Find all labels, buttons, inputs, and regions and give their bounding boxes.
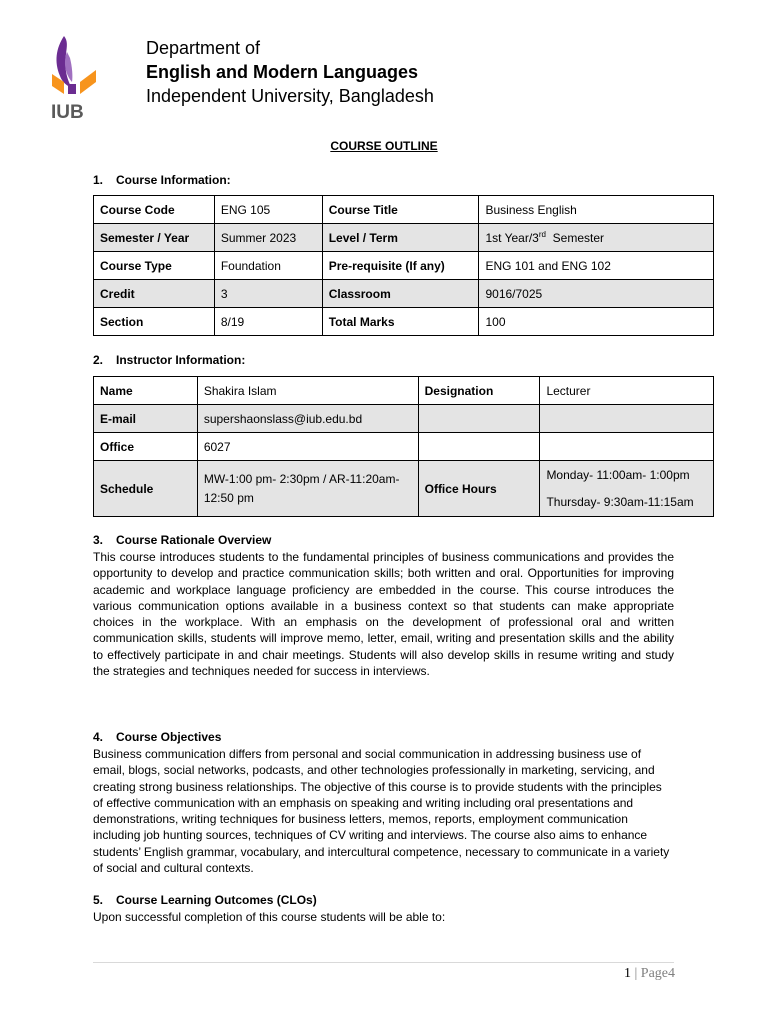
- classroom-label: Classroom: [322, 280, 479, 308]
- level-term-label: Level / Term: [322, 224, 479, 252]
- objectives-paragraph: Business communication differs from personal and social communication in addressing business use of email, blogs, social networks, podcasts, and other technologies professionally in marketing, servicing, and creating strong business relationships. The objective of this course is to provide students with the principles of effective communication with an emphasis on speaking and writing including oral presentations and demonstrations, writing techniques for business letters, memos, reports, employment communication including job hunting sources, techniques of CV writing and interviews. The course also aims to enhance students’ English grammar, vocabulary, and intercultural competence, necessary to communicate in a variety of social and cultural contexts.: [93, 747, 670, 876]
- instructor-info-table: [93, 376, 714, 517]
- iub-flame-icon: [50, 32, 106, 124]
- table-row: [94, 433, 714, 461]
- prerequisite-value: ENG 101 and ENG 102: [479, 252, 714, 280]
- section-3-heading: 3. Course Rationale Overview: [93, 533, 272, 547]
- email-label: E-mail: [94, 405, 198, 433]
- section-2-heading: 2. Instructor Information:: [93, 353, 246, 367]
- email-value: supershaonslass@iub.edu.bd: [197, 405, 418, 433]
- table-row: [94, 224, 714, 252]
- schedule-value: MW-1:00 pm- 2:30pm / AR-11:20am- 12:50 pm: [197, 461, 418, 517]
- dept-line-1: Department of: [146, 38, 261, 58]
- classroom-value: 9016/7025: [479, 280, 714, 308]
- svg-text:IUB: IUB: [51, 102, 84, 123]
- semester-year-label: Semester / Year: [94, 224, 215, 252]
- office-value: 6027: [197, 433, 418, 461]
- designation-value: Lecturer: [540, 377, 714, 405]
- section-1-heading: 1. Course Information:: [93, 173, 231, 187]
- course-title-label: Course Title: [322, 196, 479, 224]
- level-term-value: 1st Year/3rd Semester: [479, 224, 714, 252]
- course-title-value: Business English: [479, 196, 714, 224]
- credit-label: Credit: [94, 280, 215, 308]
- footer-separator: |: [634, 966, 638, 981]
- office-label: Office: [94, 433, 198, 461]
- semester-year-value: Summer 2023: [214, 224, 322, 252]
- department-heading: [146, 36, 434, 108]
- dept-line-2: English and Modern Languages: [146, 62, 419, 82]
- office-hours-value: Monday- 11:00am- 1:00pm Thursday- 9:30am-11:15am: [540, 461, 714, 517]
- course-type-value: Foundation: [214, 252, 322, 280]
- section-5-heading: 5. Course Learning Outcomes (CLOs): [93, 893, 317, 907]
- table-row: [94, 280, 714, 308]
- page-label: Page4: [640, 966, 675, 981]
- designation-label: Designation: [418, 377, 540, 405]
- table-row: [94, 461, 714, 517]
- course-info-table: [93, 195, 714, 336]
- section-label: Section: [94, 308, 215, 336]
- course-code-label: Course Code: [94, 196, 215, 224]
- course-type-label: Course Type: [94, 252, 215, 280]
- rationale-paragraph: This course introduces students to the fundamental principles of business communications and provides the opportunity to develop and practice communication skills; both written and oral. Opportunities for improving academic and workplace language proficiency are embedded in the course. This course introduces the various communication options available in a business context so that students can make appropriate choices in the workplace. With an emphasis on the development of professional oral and written communication skills, students will improve memo, letter, email, writing and presentation skills and the ability to effectively participate in and chair meetings. Students will also develop skills in resume writing and study the strategies and techniques needed for success in interviews.: [93, 550, 674, 679]
- office-hours-label: Office Hours: [418, 461, 540, 517]
- clo-intro-text: Upon successful completion of this course students will be able to:: [93, 910, 446, 924]
- name-label: Name: [94, 377, 198, 405]
- iub-logo: [50, 32, 106, 124]
- table-row: [94, 405, 714, 433]
- page-footer: [624, 966, 675, 982]
- total-marks-label: Total Marks: [322, 308, 479, 336]
- table-row: [94, 252, 714, 280]
- course-code-value: ENG 105: [214, 196, 322, 224]
- prerequisite-label: Pre-requisite (If any): [322, 252, 479, 280]
- page-number: 1: [623, 966, 631, 981]
- credit-value: 3: [214, 280, 322, 308]
- schedule-label: Schedule: [94, 461, 198, 517]
- section-value: 8/19: [214, 308, 322, 336]
- total-marks-value: 100: [479, 308, 714, 336]
- table-row: [94, 196, 714, 224]
- section-4-heading: 4. Course Objectives: [93, 730, 222, 744]
- name-value: Shakira Islam: [197, 377, 418, 405]
- dept-line-3: Independent University, Bangladesh: [146, 86, 434, 106]
- table-row: [94, 377, 714, 405]
- table-row: [94, 308, 714, 336]
- course-outline-title: COURSE OUTLINE: [330, 139, 438, 153]
- footer-divider: [93, 962, 674, 963]
